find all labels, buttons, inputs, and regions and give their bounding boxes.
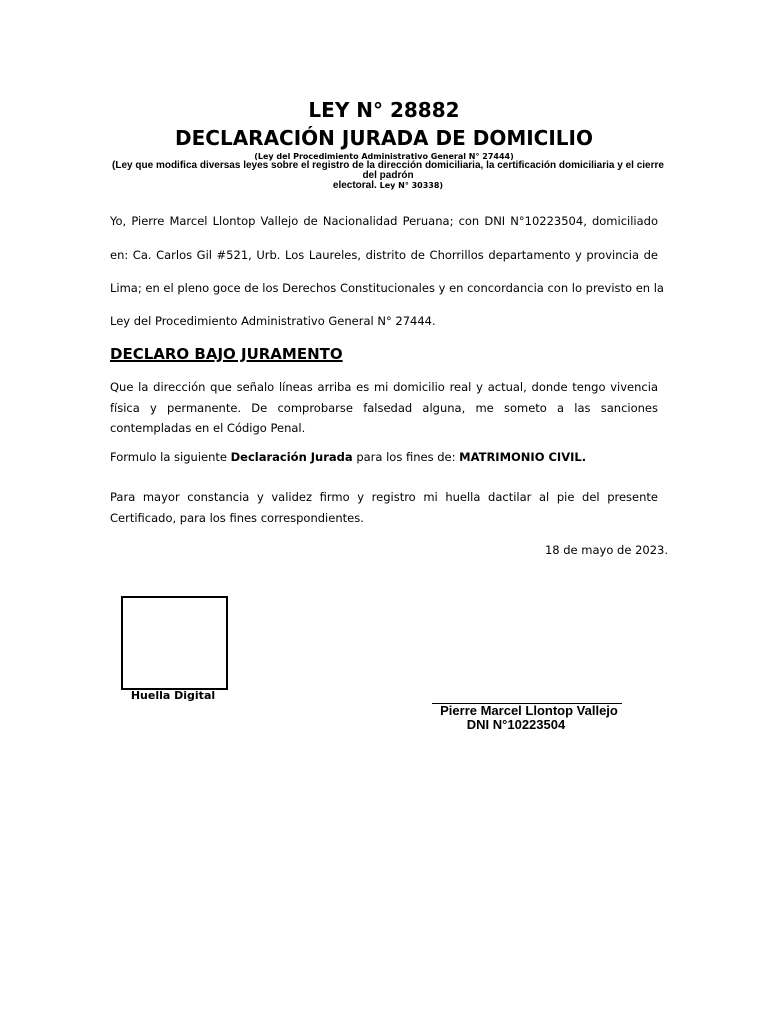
law-subtitle: (Ley del Procedimiento Administrativo General N° 27444) bbox=[254, 152, 514, 161]
fingerprint-box bbox=[121, 596, 228, 690]
law-note bbox=[110, 161, 666, 191]
purpose-value: MATRIMONIO CIVIL. bbox=[459, 450, 587, 464]
document-date: 18 de mayo de 2023. bbox=[544, 543, 668, 557]
document-title: DECLARACIÓN JURADA DE DOMICILIO bbox=[175, 126, 593, 150]
law-note-reference: Ley N° 30338) bbox=[376, 181, 444, 190]
declaro-heading: DECLARO BAJO JURAMENTO bbox=[110, 345, 343, 363]
intro-line-4: Ley del Procedimiento Administrativo General N° 27444. bbox=[110, 314, 436, 328]
law-title: LEY N° 28882 bbox=[308, 98, 460, 122]
statement-paragraph: Que la dirección que señalo líneas arriba es mi domicilio real y actual, donde tengo vivencia física y permanente. De comprobarse falsedad alguna, me someto a las sanciones contempladas en el Código Penal. bbox=[110, 380, 658, 435]
law-note-line2: electoral. bbox=[332, 180, 377, 191]
purpose-paragraph bbox=[110, 447, 658, 468]
intro-line-2: en: Ca. Carlos Gil #521, Urb. Los Laureles, distrito de Chorrillos departamento y provincia de bbox=[110, 248, 658, 262]
fingerprint-label: Huella Digital bbox=[130, 689, 216, 702]
intro-line-3: Lima; en el pleno goce de los Derechos Constitucionales y en concordancia con lo previsto en la bbox=[110, 281, 664, 295]
signer-dni: DNI N°10223504 bbox=[466, 717, 566, 732]
closing-paragraph: Para mayor constancia y validez firmo y registro mi huella dactilar al pie del presente Certificado, para los fines correspondientes. bbox=[110, 490, 658, 525]
signer-name: Pierre Marcel Llontop Vallejo bbox=[440, 703, 618, 718]
purpose-bold: Declaración Jurada bbox=[230, 450, 353, 464]
intro-line-1: Yo, Pierre Marcel Llontop Vallejo de Nacionalidad Peruana; con DNI N°10223504, domiciliado bbox=[110, 214, 658, 228]
law-note-line1: (Ley que modifica diversas leyes sobre el registro de la dirección domiciliaria, la certificación domiciliaria y el cierre del padrón bbox=[112, 160, 664, 181]
purpose-mid: para los fines de: bbox=[352, 450, 460, 464]
purpose-prefix: Formulo la siguiente bbox=[110, 450, 231, 464]
